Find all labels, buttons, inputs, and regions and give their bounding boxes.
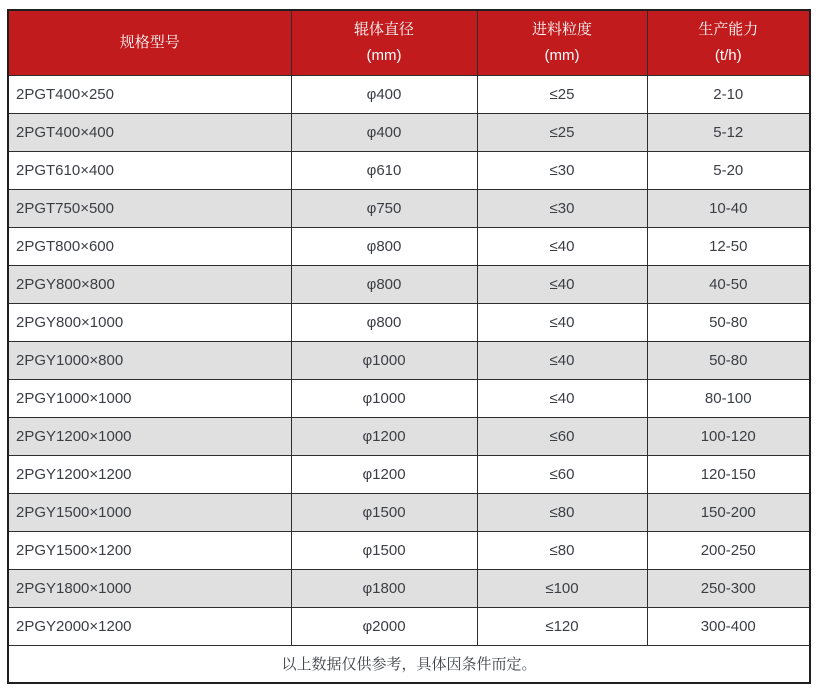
cell-diameter: φ2000 [291, 607, 477, 645]
cell-feed: ≤100 [477, 569, 647, 607]
table-row [8, 265, 810, 303]
header-unit: (mm) [366, 46, 402, 64]
cell-capacity: 200-250 [647, 531, 810, 569]
cell-feed: ≤120 [477, 607, 647, 645]
header-title: 进料粒度 [531, 20, 592, 38]
cell-feed: ≤30 [477, 189, 647, 227]
footer-row [8, 645, 810, 683]
table-row [8, 417, 810, 455]
header-row [8, 10, 810, 75]
header-cell-diameter [291, 10, 477, 75]
cell-feed: ≤60 [477, 417, 647, 455]
header-title: 辊体直径 [353, 20, 414, 38]
table-row [8, 189, 810, 227]
cell-diameter: φ1000 [291, 379, 477, 417]
cell-model: 2PGY1200×1000 [8, 417, 291, 455]
cell-feed: ≤30 [477, 151, 647, 189]
cell-capacity: 10-40 [647, 189, 810, 227]
header-cell-feed [477, 10, 647, 75]
cell-model: 2PGY1500×1000 [8, 493, 291, 531]
table-row [8, 455, 810, 493]
cell-model: 2PGT750×500 [8, 189, 291, 227]
table-row [8, 75, 810, 113]
cell-feed: ≤25 [477, 113, 647, 151]
cell-model: 2PGT400×400 [8, 113, 291, 151]
cell-model: 2PGY1800×1000 [8, 569, 291, 607]
cell-capacity: 250-300 [647, 569, 810, 607]
cell-diameter: φ1500 [291, 531, 477, 569]
cell-diameter: φ1000 [291, 341, 477, 379]
table-row [8, 493, 810, 531]
cell-diameter: φ400 [291, 113, 477, 151]
cell-model: 2PGY1000×800 [8, 341, 291, 379]
cell-capacity: 40-50 [647, 265, 810, 303]
cell-capacity: 12-50 [647, 227, 810, 265]
spec-table [7, 9, 811, 684]
cell-feed: ≤25 [477, 75, 647, 113]
table-body [8, 75, 810, 645]
cell-capacity: 50-80 [647, 341, 810, 379]
table-row [8, 531, 810, 569]
cell-diameter: φ400 [291, 75, 477, 113]
table-row [8, 341, 810, 379]
cell-capacity: 150-200 [647, 493, 810, 531]
cell-feed: ≤40 [477, 227, 647, 265]
cell-model: 2PGY1500×1200 [8, 531, 291, 569]
cell-capacity: 50-80 [647, 303, 810, 341]
cell-diameter: φ610 [291, 151, 477, 189]
table-row [8, 303, 810, 341]
cell-diameter: φ800 [291, 227, 477, 265]
header-unit: (mm) [544, 46, 580, 64]
header-title: 生产能力 [698, 20, 759, 38]
cell-diameter: φ1200 [291, 417, 477, 455]
header-unit: (t/h) [714, 46, 742, 64]
footer-note: 以上数据仅供参考，具体因条件而定。 [8, 645, 810, 683]
table-row [8, 151, 810, 189]
cell-diameter: φ800 [291, 303, 477, 341]
cell-diameter: φ1200 [291, 455, 477, 493]
cell-capacity: 5-12 [647, 113, 810, 151]
cell-feed: ≤40 [477, 379, 647, 417]
cell-model: 2PGT610×400 [8, 151, 291, 189]
table-row [8, 227, 810, 265]
cell-feed: ≤60 [477, 455, 647, 493]
cell-model: 2PGT400×250 [8, 75, 291, 113]
cell-model: 2PGY800×800 [8, 265, 291, 303]
cell-feed: ≤40 [477, 265, 647, 303]
header-cell-model [8, 10, 291, 75]
cell-capacity: 5-20 [647, 151, 810, 189]
table-row [8, 607, 810, 645]
cell-capacity: 300-400 [647, 607, 810, 645]
table-row [8, 379, 810, 417]
cell-feed: ≤80 [477, 493, 647, 531]
cell-diameter: φ750 [291, 189, 477, 227]
cell-model: 2PGY800×1000 [8, 303, 291, 341]
cell-diameter: φ1800 [291, 569, 477, 607]
cell-model: 2PGY1000×1000 [8, 379, 291, 417]
table-row [8, 113, 810, 151]
table-header [8, 10, 810, 75]
cell-model: 2PGY2000×1200 [8, 607, 291, 645]
cell-diameter: φ800 [291, 265, 477, 303]
cell-feed: ≤80 [477, 531, 647, 569]
header-title: 规格型号 [119, 33, 180, 51]
cell-model: 2PGY1200×1200 [8, 455, 291, 493]
cell-feed: ≤40 [477, 341, 647, 379]
cell-diameter: φ1500 [291, 493, 477, 531]
header-cell-capacity [647, 10, 810, 75]
cell-capacity: 120-150 [647, 455, 810, 493]
table-row [8, 569, 810, 607]
cell-feed: ≤40 [477, 303, 647, 341]
table-footer [8, 645, 810, 683]
cell-capacity: 2-10 [647, 75, 810, 113]
cell-capacity: 100-120 [647, 417, 810, 455]
cell-capacity: 80-100 [647, 379, 810, 417]
cell-model: 2PGT800×600 [8, 227, 291, 265]
